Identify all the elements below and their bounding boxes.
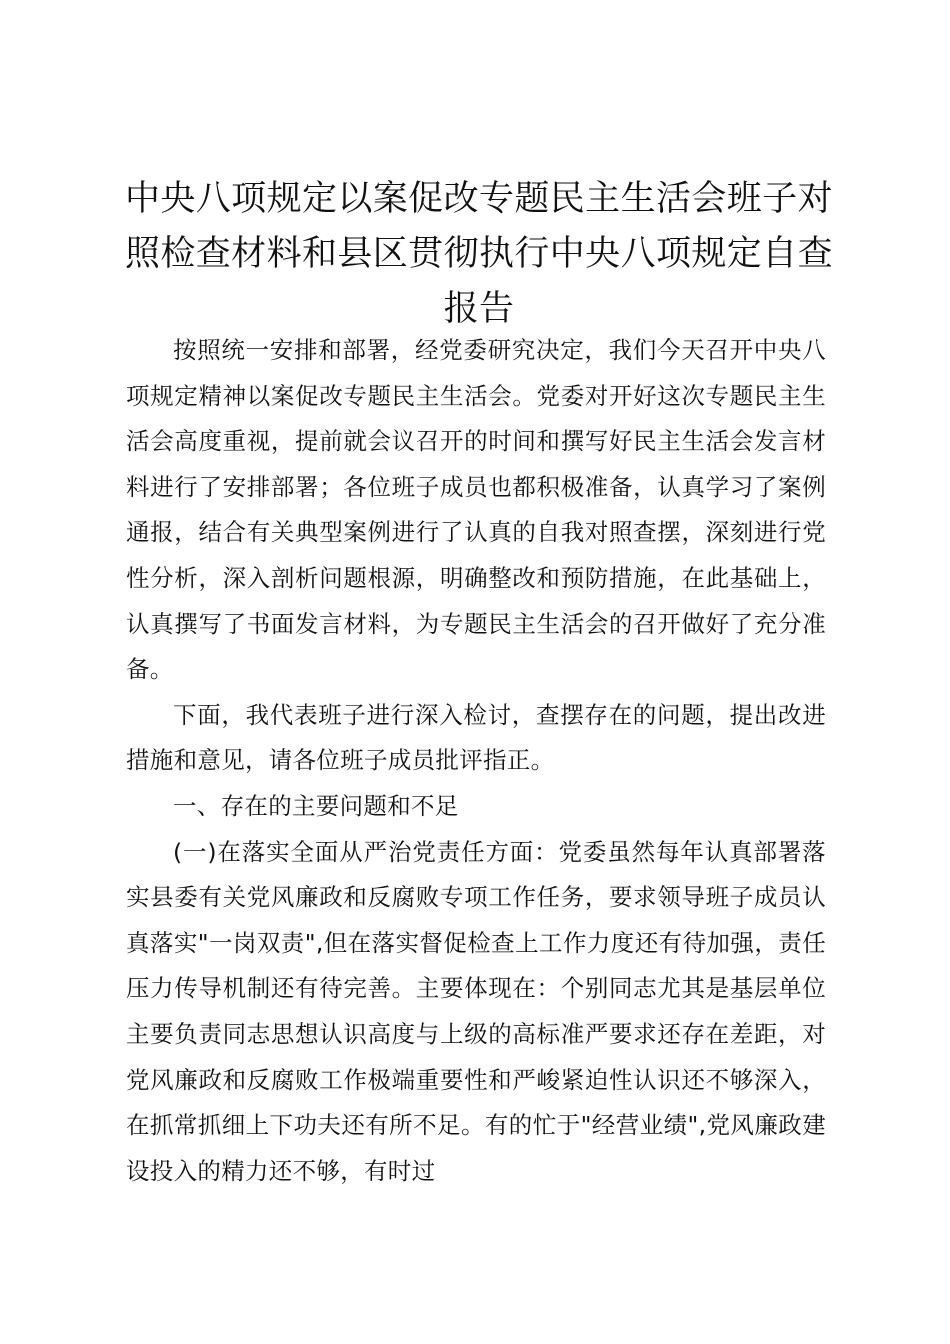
document-title: 中央八项规定以案促改专题民主生活会班子对照检查材料和县区贯彻执行中央八项规定自查报告 — [124, 179, 833, 329]
section-heading: 一、存在的主要问题和不足 — [173, 791, 459, 820]
section-paragraph: (一)在落实全面从严治党责任方面：党委虽然每年认真部署落实县委有关党风廉政和反腐败专项工作任务，要求领导班子成员认真落实"一岗双责",但在落实督促检查上工作力度还有待加强，责任压力传导机制还有待完善。主要体现在：个别同志尤其是基层单位主要负责同志思想认识高度与上级的高标准严要求还存在差距，对党风廉政和反腐败工作极端重要性和严峻紧迫性认识还不够深入，在抓常抓细上下功夫还有所不足。有的忙于"经营业绩",党风廉政建设投入的精力还不够，有时过 — [126, 837, 826, 1185]
transition-paragraph: 下面，我代表班子进行深入检讨，查摆存在的问题，提出改进措施和意见，请各位班子成员批评指正。 — [126, 700, 826, 775]
intro-paragraph: 按照统一安排和部署，经党委研究决定，我们今天召开中央八项规定精神以案促改专题民主生活会。党委对开好这次专题民主生活会高度重视，提前就会议召开的时间和撰写好民主生活会发言材料进行了安排部署；各位班子成员也都积极准备，认真学习了案例通报，结合有关典型案例进行了认真的自我对照查摆，深刻进行党性分析，深入剖析问题根源，明确整改和预防措施，在此基础上，认真撰写了书面发言材料，为专题民主生活会的召开做好了充分准备。 — [126, 336, 826, 684]
document-body — [126, 328, 826, 1194]
